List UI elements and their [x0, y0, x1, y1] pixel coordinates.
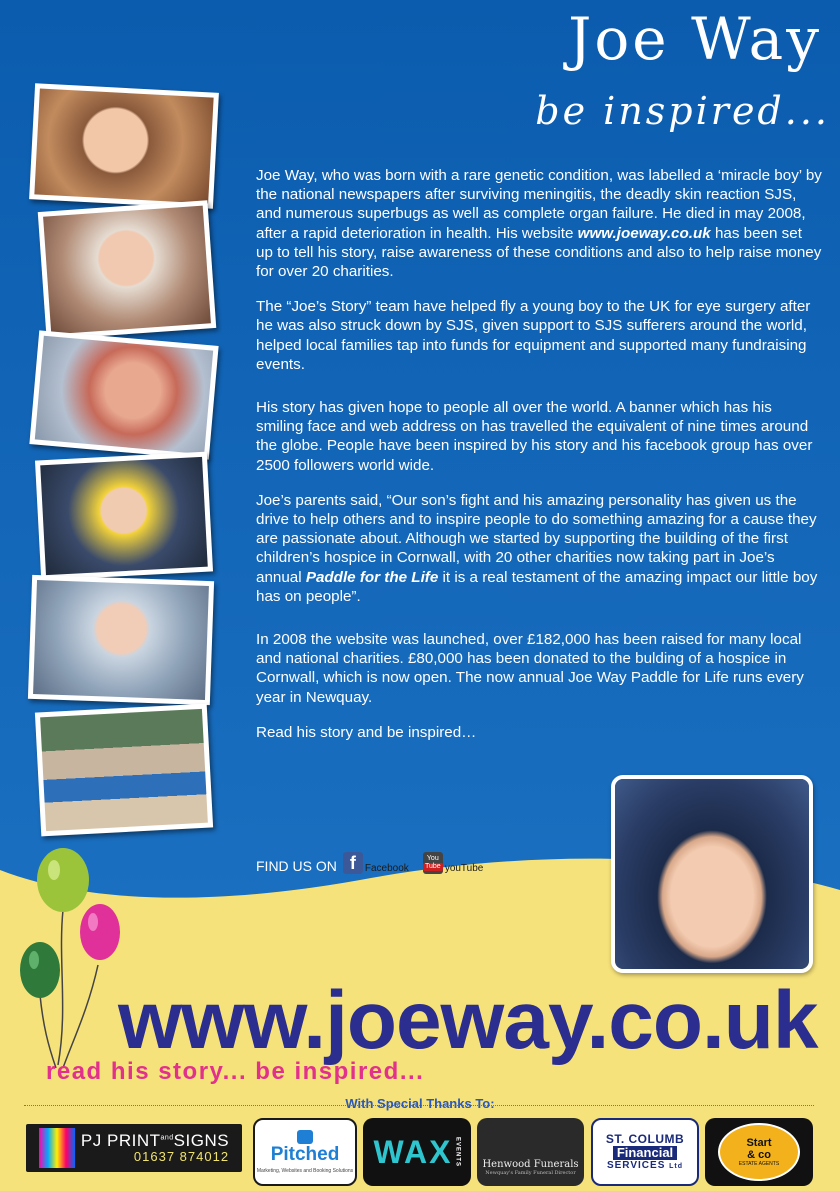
pj-phone: 01637 874012	[133, 1149, 230, 1165]
stc-line1: ST. COLUMB	[605, 1131, 685, 1146]
paragraph: The “Joe’s Story” team have helped fly a young boy to the UK for eye surgery after he was also struck down by SJS, given support to SJS sufferers around the world, helped local families tap into funds for equipment and supported many fundraising events.	[256, 298, 811, 373]
start-co: & co	[747, 1149, 771, 1161]
youtube-link[interactable]	[423, 852, 492, 874]
pj-name: PJ $PRINT^{and}SIGNS$	[80, 1131, 230, 1151]
photo-baby-hospital	[29, 330, 218, 459]
pitched-sub: Marketing, Websites and Booking Solutions	[256, 1168, 354, 1174]
henwood-sub: Newquay's Family Funeral Director	[485, 1169, 576, 1176]
youtube-icon-top: You	[426, 855, 439, 862]
text-span: Joe Way, who was born with a rare genetic condition, was labelled a ‘miracle boy’ by the national newspapers after surviving meningitis, the deadly skin reaction SJS, and numerous superbugs as well as complete organ failure. He died in may 2008, after a rapid deterioration in health. His website	[256, 167, 822, 242]
sponsor-pitched	[253, 1118, 357, 1186]
tagline: read his story... be inspired...	[46, 1058, 425, 1085]
start-sub: ESTATE AGENTS	[738, 1161, 780, 1167]
paragraph: His story has given hope to people all over the world. A banner which has his smiling face and web address on has travelled the equivalent of nine times around the globe. People have been inspired by his story and his facebook group has over 2500 followers world wide.	[256, 399, 813, 474]
portrait-photo	[611, 775, 813, 973]
photo-paddle-event	[35, 704, 213, 837]
wax-sub: EVENTS	[454, 1136, 461, 1167]
paragraph: In 2008 the website was launched, over £182,000 has been raised for many local and national charities. £80,000 has been donated to the bulding of a hospice in Cornwall, which is now open. The now annual Joe Way Paddle for Life runs every year in Newquay.	[256, 631, 804, 706]
paragraph	[256, 491, 822, 606]
page-subtitle: be inspired...	[535, 89, 830, 133]
sponsor-start-and-co	[705, 1118, 813, 1186]
website-url[interactable]: www.joeway.co.uk	[118, 975, 818, 1066]
stc-line3: SERVICES Ltd	[606, 1159, 684, 1171]
paddle-emphasis: Paddle for the Life	[305, 568, 439, 586]
facebook-icon: f	[343, 852, 363, 874]
page-title: Joe Way	[568, 5, 822, 73]
text-span: Joe’s parents said, “Our son’s fight and his amazing personality has given us the drive to help others and to inspire people to do something amazing for a cause they are passionate about. Although we started by supporting the building of the first children’s hospice in Cornwall, with 20 other charities now taking part in Joe’s annual	[256, 491, 817, 586]
pitched-logo-icon	[297, 1130, 313, 1144]
photo-baby-sunglasses	[35, 452, 213, 581]
paragraph: Read his story and be inspired…	[256, 723, 477, 741]
photo-baby-tubes	[28, 575, 214, 705]
sponsor-pj-print	[26, 1124, 242, 1172]
article-body	[256, 166, 822, 758]
facebook-link[interactable]	[343, 852, 417, 874]
sponsor-st-columb-financial	[591, 1118, 699, 1186]
sponsor-wax-events	[363, 1118, 471, 1186]
wax-name: WAX	[373, 1133, 453, 1170]
balloons-graphic	[18, 840, 128, 1080]
photo-baby-smiling	[29, 83, 219, 208]
website-link[interactable]: www.joeway.co.uk	[577, 224, 711, 242]
special-thanks-label: With Special Thanks To:	[345, 1096, 495, 1111]
youtube-icon	[423, 852, 443, 874]
text-span: it is a real testament of the amazing impact our little boy has on people”.	[256, 568, 818, 605]
youtube-label: youTube	[444, 863, 484, 874]
find-us-on	[256, 852, 491, 874]
youtube-icon-bottom: Tube	[424, 863, 441, 870]
start-name: Start	[746, 1137, 772, 1149]
sponsor-henwood-funerals	[477, 1118, 584, 1186]
photo-baby-bib	[38, 200, 217, 340]
pj-logo-icon	[39, 1128, 75, 1168]
stc-line2: Financial	[613, 1146, 677, 1160]
find-us-label: FIND US ON	[256, 858, 337, 874]
start-logo	[718, 1123, 800, 1181]
henwood-name: Henwood Funerals	[482, 1158, 579, 1170]
pitched-name: Pitched	[270, 1144, 340, 1165]
text-span: has been set up to tell his story, raise awareness of these conditions and also to help raise money for over 20 charities.	[256, 224, 822, 281]
facebook-label: Facebook	[364, 863, 409, 874]
paragraph	[256, 166, 822, 281]
